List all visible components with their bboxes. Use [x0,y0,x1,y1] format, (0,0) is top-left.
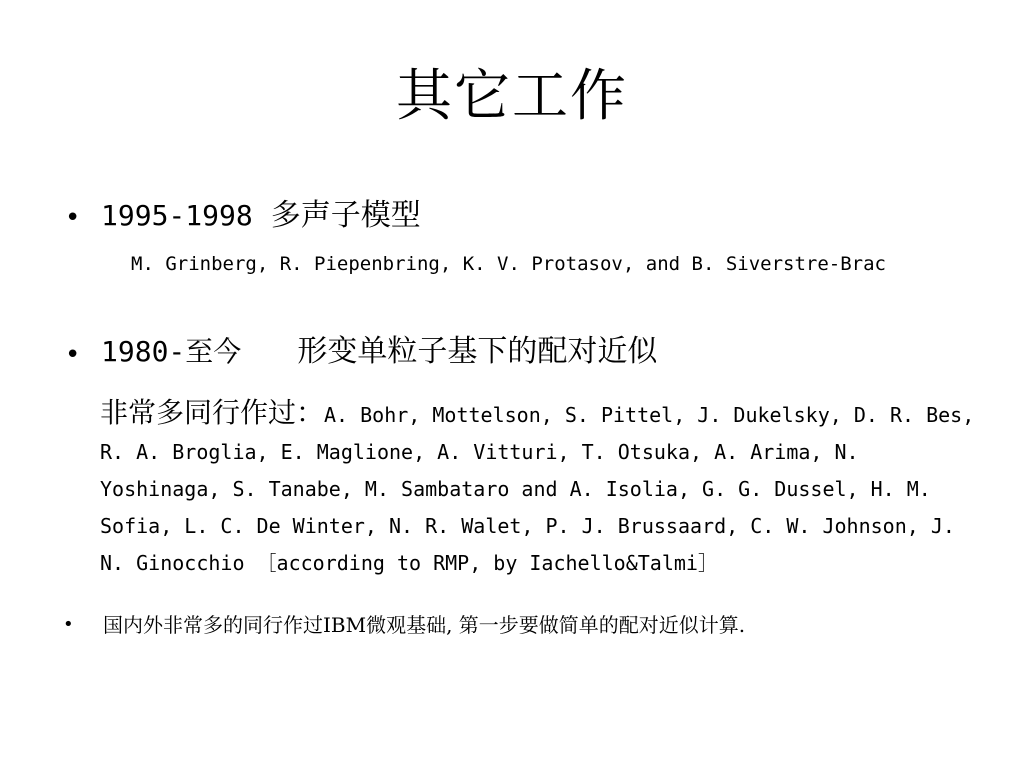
slide-title: 其它工作 [396,64,628,129]
bullet-2-topic: 形变单粒子基下的配对近似 [297,334,658,369]
bullet-1-authors: M. Grinberg, R. Piepenbring, K. V. Protasov, and B. Siverstre-Brac [131,253,886,275]
bullet-2-years: 1980-至今 [101,335,242,368]
contributors-list: A. Bohr, Mottelson, S. Pittel, J. Dukelsky, D. R. Bes, R. A. Broglia, E. Maglione, A. Vitturi, T. Otsuka, A. Arima, N. Yoshinaga, S. Tanabe, M. Sambataro and A. Isolia, G. G. Dussel, H. M. Sofia, L. C. De Winter, N. R. Walet, P. J. Brussaard, C. W. Johnson, J. N. Ginocchio ［according to RMP, by Iachello&Talmi］ [100,403,975,575]
bullet-3-marker: • [63,614,74,635]
bullet-2-marker: • [65,340,81,370]
bullet-3-text: 国内外非常多的同行作过IBM微观基础, 第一步要做简单的配对近似计算. [103,613,746,637]
bullet-2-heading [101,334,657,370]
bullet-1-marker: • [65,203,81,233]
contributors-prefix: 非常多同行作过： [100,396,325,429]
bullet-2-contributors [100,394,980,582]
bullet-1-topic: 多声子模型 [270,198,421,233]
bullet-1-heading [101,198,421,234]
bullet-1-years: 1995-1998 [101,199,253,232]
